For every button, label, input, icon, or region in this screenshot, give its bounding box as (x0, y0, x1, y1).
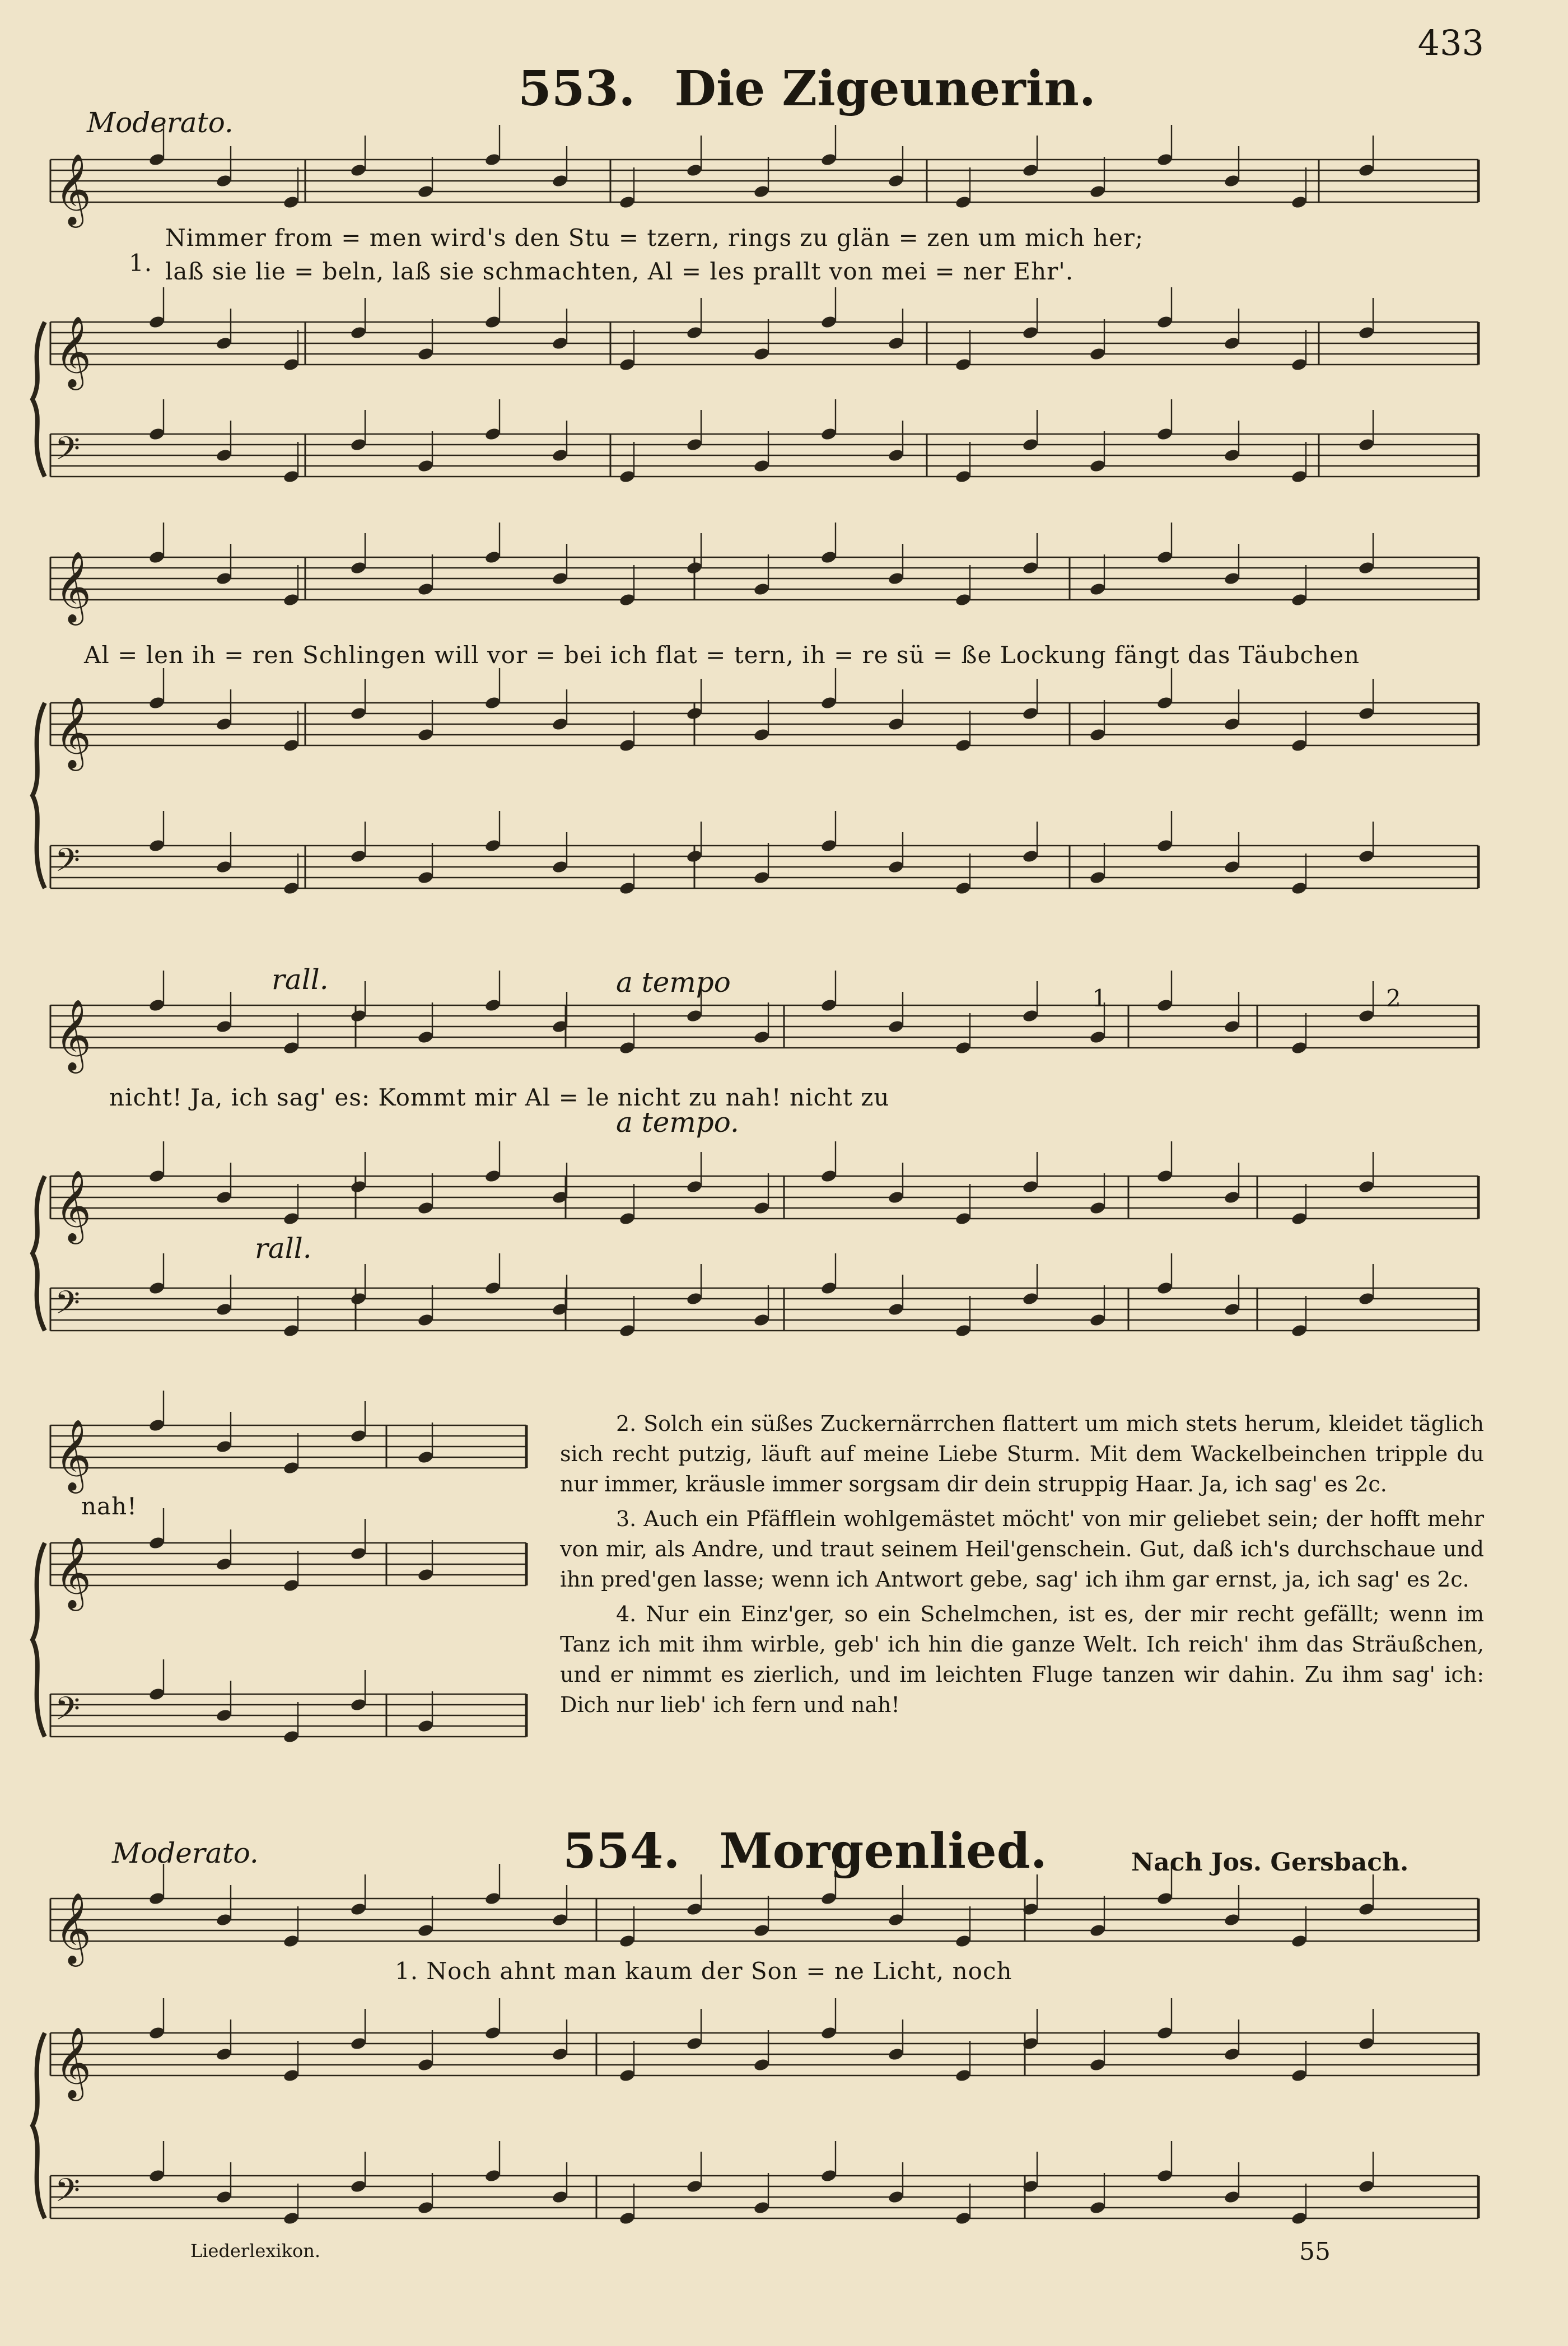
volta-2-voice: 2 (1386, 985, 1401, 1012)
note-head (619, 1934, 636, 1948)
note-head (484, 998, 502, 1013)
note-head (753, 347, 771, 361)
note-head (216, 1708, 233, 1723)
note-head (1358, 163, 1375, 178)
rall-marking: rall. (272, 963, 329, 996)
note-head (888, 1913, 905, 1927)
note-head (1291, 1211, 1308, 1226)
note-head (753, 1030, 771, 1044)
note-head (1156, 152, 1174, 167)
song-553-verse-number: 1. (129, 249, 153, 277)
note-head (1022, 706, 1039, 721)
note-head (820, 696, 838, 710)
bass-clef-icon: 𝄢 (55, 1284, 81, 1330)
note-head (1156, 550, 1174, 565)
note-head (417, 870, 435, 885)
note-head (1291, 593, 1308, 607)
note-head (216, 571, 233, 586)
note-head (1022, 1009, 1039, 1023)
note-head (686, 437, 703, 452)
treble-clef-icon: 𝄞 (55, 1892, 92, 1963)
note-head (552, 717, 569, 731)
song-554-tempo: Moderato. (112, 1837, 259, 1869)
brace-icon (32, 703, 45, 888)
note-head (283, 738, 300, 753)
note-head (350, 1697, 367, 1712)
note-head (1089, 2058, 1107, 2072)
note-head (686, 1902, 703, 1916)
note-head (1291, 1041, 1308, 1055)
note-head (686, 2179, 703, 2194)
note-head (283, 1211, 300, 1226)
note-head (888, 448, 905, 463)
note-head (283, 1934, 300, 1948)
note-head (888, 860, 905, 874)
note-head (484, 427, 502, 441)
note-head (1089, 1201, 1107, 1215)
note-head (1358, 1902, 1375, 1916)
note-head (686, 1291, 703, 1306)
note-head (1224, 336, 1241, 351)
note-head (1156, 1891, 1174, 1906)
song-553-lyric-2: Al = len ih = ren Schlingen will vor = bei ich flat = tern, ih = re sü = ße Lockung fängt das Täubchen (84, 641, 1360, 669)
note-head (888, 2047, 905, 2062)
note-head (619, 1211, 636, 1226)
song-553-lyric-3: nicht! Ja, ich sag' es: Kommt mir Al = le nicht zu nah! nicht zu (109, 1084, 890, 1111)
note-head (1358, 1179, 1375, 1194)
song-554-title (563, 1823, 1047, 1879)
note-head (484, 1169, 502, 1183)
rall-piano-marking: rall. (255, 1232, 312, 1265)
note-head (888, 717, 905, 731)
note-head (283, 1323, 300, 1338)
note-head (686, 849, 703, 864)
note-head (820, 1891, 838, 1906)
treble-clef-icon: 𝄞 (55, 153, 92, 225)
note-head (1089, 582, 1107, 596)
note-head (888, 336, 905, 351)
note-head (552, 174, 569, 188)
song-553-lyric-1a: Nimmer from = men wird's den Stu = tzern, rings zu glän = zen um mich her; (165, 224, 1144, 251)
note-head (552, 2190, 569, 2204)
note-head (1156, 2168, 1174, 2183)
note-head (1291, 881, 1308, 896)
composer-name: Jos. Gersbach. (1211, 1848, 1409, 1877)
song-553-lyric-1b: laß sie lie = beln, laß sie schmachten, Al = les prallt von mei = ner Ehr'. (165, 258, 1074, 285)
note-head (1291, 357, 1308, 372)
note-head (216, 1439, 233, 1454)
note-head (484, 550, 502, 565)
note-head (820, 1281, 838, 1295)
note-head (283, 1578, 300, 1593)
verse-3: 3. Auch ein Pfäfflein wohlgemästet möcht' von mir geliebet sein; der hofft mehr von mir, als Andre, und traut seinem Heil'genschein. Gut, daß ich's durchschaue und ihn pred'gen lasse; wenn ich Antwort gebe, sag' ich ihm gar ernst, ja, ich sag' es 2c. (560, 1507, 1484, 1592)
note-head (417, 2058, 435, 2072)
note-head (1156, 696, 1174, 710)
note-head (1156, 998, 1174, 1013)
note-head (888, 571, 905, 586)
note-head (686, 706, 703, 721)
note-head (350, 325, 367, 340)
song-554-composer (1131, 1848, 1408, 1877)
note-head (686, 325, 703, 340)
volta-1-voice: 1 (1092, 985, 1107, 1012)
note-head (1291, 195, 1308, 209)
note-head (955, 593, 972, 607)
note-head (484, 1281, 502, 1295)
note-head (350, 1546, 367, 1561)
note-head (686, 1009, 703, 1023)
note-head (350, 1902, 367, 1916)
note-head (686, 163, 703, 178)
note-head (1358, 1009, 1375, 1023)
note-head (1089, 459, 1107, 473)
note-head (888, 1190, 905, 1205)
note-head (753, 459, 771, 473)
bass-clef-icon: 𝄢 (55, 1690, 81, 1736)
note-head (148, 998, 166, 1013)
note-head (955, 738, 972, 753)
note-head (216, 717, 233, 731)
note-head (216, 1190, 233, 1205)
note-head (484, 2168, 502, 2183)
note-head (1089, 727, 1107, 742)
song-553-tempo: Moderato. (87, 106, 234, 139)
note-head (619, 1041, 636, 1055)
note-head (1358, 437, 1375, 452)
note-head (1022, 163, 1039, 178)
note-head (350, 706, 367, 721)
note-head (1022, 1291, 1039, 1306)
note-head (619, 2068, 636, 2083)
note-head (955, 469, 972, 484)
note-head (1156, 315, 1174, 329)
note-head (350, 163, 367, 178)
note-head (1089, 2200, 1107, 2215)
note-head (417, 1719, 435, 1733)
note-head (619, 469, 636, 484)
note-head (350, 437, 367, 452)
note-head (552, 860, 569, 874)
note-head (484, 1891, 502, 1906)
note-head (1291, 738, 1308, 753)
note-head (350, 561, 367, 575)
note-head (1358, 706, 1375, 721)
song-553-name: Die Zigeunerin. (674, 60, 1096, 117)
note-head (1022, 325, 1039, 340)
note-head (1291, 1934, 1308, 1948)
note-head (1224, 571, 1241, 586)
note-head (888, 1302, 905, 1317)
note-head (820, 315, 838, 329)
note-head (148, 152, 166, 167)
note-head (216, 448, 233, 463)
note-head (888, 1019, 905, 1034)
note-head (820, 427, 838, 441)
note-head (552, 2047, 569, 2062)
note-head (148, 1169, 166, 1183)
treble-clef-icon: 𝄞 (55, 1419, 92, 1490)
note-head (417, 1030, 435, 1044)
note-head (955, 881, 972, 896)
note-head (955, 2068, 972, 2083)
note-head (888, 2190, 905, 2204)
note-head (1358, 2179, 1375, 2194)
note-head (148, 1536, 166, 1550)
note-head (753, 184, 771, 199)
note-head (148, 1281, 166, 1295)
note-head (820, 152, 838, 167)
note-head (148, 1418, 166, 1433)
note-head (955, 2211, 972, 2226)
note-head (216, 860, 233, 874)
brace-icon (32, 322, 45, 477)
note-head (350, 849, 367, 864)
note-head (686, 561, 703, 575)
note-head (1089, 870, 1107, 885)
note-head (216, 336, 233, 351)
note-head (820, 1169, 838, 1183)
note-head (1224, 1019, 1241, 1034)
note-head (216, 1302, 233, 1317)
page-number: 433 (1417, 22, 1484, 63)
note-head (1089, 184, 1107, 199)
note-head (148, 550, 166, 565)
note-head (753, 1923, 771, 1938)
note-head (216, 174, 233, 188)
song-554-lyric-1: 1. Noch ahnt man kaum der Son = ne Licht, noch (395, 1957, 1012, 1985)
note-head (417, 1313, 435, 1327)
note-head (753, 2200, 771, 2215)
note-head (350, 1291, 367, 1306)
footer-right: 55 (1299, 2237, 1331, 2266)
note-head (1224, 448, 1241, 463)
note-head (148, 838, 166, 853)
note-head (417, 1201, 435, 1215)
note-head (283, 1461, 300, 1475)
note-head (283, 593, 300, 607)
footer-left: Liederlexikon. (190, 2240, 321, 2261)
note-head (1358, 849, 1375, 864)
note-head (955, 195, 972, 209)
note-head (753, 1201, 771, 1215)
treble-clef-icon: 𝄞 (55, 696, 92, 768)
note-head (148, 315, 166, 329)
note-head (955, 1041, 972, 1055)
note-head (350, 1429, 367, 1443)
note-head (1358, 2036, 1375, 2051)
note-head (417, 1923, 435, 1938)
note-head (619, 195, 636, 209)
treble-clef-icon: 𝄞 (55, 1536, 92, 1608)
note-head (484, 2026, 502, 2040)
note-head (753, 870, 771, 885)
note-head (484, 152, 502, 167)
note-head (350, 1179, 367, 1194)
note-head (753, 1313, 771, 1327)
note-head (619, 2211, 636, 2226)
note-head (619, 1323, 636, 1338)
note-head (283, 2068, 300, 2083)
note-head (820, 2168, 838, 2183)
note-head (1358, 561, 1375, 575)
note-head (1156, 838, 1174, 853)
note-head (283, 1041, 300, 1055)
brace-icon (32, 1176, 45, 1331)
treble-clef-icon: 𝄞 (55, 1169, 92, 1241)
note-head (955, 357, 972, 372)
note-head (955, 1211, 972, 1226)
note-head (619, 357, 636, 372)
note-head (148, 2168, 166, 2183)
note-head (552, 571, 569, 586)
note-head (820, 998, 838, 1013)
note-head (216, 2047, 233, 2062)
note-head (283, 469, 300, 484)
note-head (484, 838, 502, 853)
treble-clef-icon: 𝄞 (55, 2026, 92, 2098)
note-head (1224, 717, 1241, 731)
note-head (1224, 1190, 1241, 1205)
note-head (1022, 437, 1039, 452)
treble-clef-icon: 𝄞 (55, 315, 92, 387)
note-head (1156, 1169, 1174, 1183)
note-head (753, 582, 771, 596)
note-head (1291, 2068, 1308, 2083)
note-head (283, 195, 300, 209)
note-head (216, 1019, 233, 1034)
note-head (417, 2200, 435, 2215)
brace-icon (32, 1543, 45, 1737)
note-head (619, 881, 636, 896)
note-head (1022, 561, 1039, 575)
note-head (1156, 427, 1174, 441)
treble-clef-icon: 𝄞 (55, 551, 92, 622)
verse-2: 2. Solch ein süßes Zuckernärrchen flattert um mich stets herum, kleidet täglich sich recht putzig, läuft auf meine Liebe Sturm. Mit dem Wackelbeinchen tripple du nur immer, kräusle immer sorgsam dir dein struppig Haar. Ja, ich sag' es 2c. (560, 1411, 1484, 1496)
note-head (1224, 1302, 1241, 1317)
note-head (417, 459, 435, 473)
note-head (283, 357, 300, 372)
note-head (888, 174, 905, 188)
note-head (1089, 1923, 1107, 1938)
note-head (753, 727, 771, 742)
note-head (1224, 174, 1241, 188)
note-head (753, 2058, 771, 2072)
note-head (820, 838, 838, 853)
note-head (417, 347, 435, 361)
note-head (148, 1891, 166, 1906)
a-tempo-marking: a tempo (616, 966, 731, 999)
note-head (1224, 2190, 1241, 2204)
note-head (955, 1934, 972, 1948)
note-head (417, 1450, 435, 1464)
note-head (417, 1568, 435, 1582)
note-head (820, 550, 838, 565)
note-head (1358, 325, 1375, 340)
note-head (1291, 1323, 1308, 1338)
note-head (1022, 1179, 1039, 1194)
note-head (1224, 2047, 1241, 2062)
note-head (1358, 1291, 1375, 1306)
note-head (1224, 1913, 1241, 1927)
song-553-verses (560, 1408, 1484, 1724)
note-head (552, 336, 569, 351)
note-head (417, 582, 435, 596)
note-head (1089, 347, 1107, 361)
note-head (1291, 469, 1308, 484)
note-head (1089, 1030, 1107, 1044)
brace-icon (32, 2033, 45, 2218)
note-head (216, 1557, 233, 1571)
note-head (148, 696, 166, 710)
note-head (820, 2026, 838, 2040)
note-head (1156, 2026, 1174, 2040)
note-head (552, 448, 569, 463)
note-head (350, 2179, 367, 2194)
song-553-lyric-4: nah! (81, 1493, 138, 1520)
note-head (350, 1009, 367, 1023)
note-head (484, 696, 502, 710)
note-head (1224, 860, 1241, 874)
note-head (148, 1687, 166, 1701)
note-head (484, 315, 502, 329)
note-head (148, 427, 166, 441)
note-head (148, 2026, 166, 2040)
note-head (619, 738, 636, 753)
bass-clef-icon: 𝄢 (55, 430, 81, 475)
song-554-name: Morgenlied. (719, 1823, 1047, 1879)
note-head (1291, 2211, 1308, 2226)
note-head (1156, 1281, 1174, 1295)
note-head (216, 2190, 233, 2204)
note-head (417, 184, 435, 199)
note-head (283, 1729, 300, 1744)
note-head (552, 1913, 569, 1927)
verse-4: 4. Nur ein Einz'ger, so ein Schelmchen, ist es, der mir recht gefällt; wenn im Tanz ich mit ihm wirble, geb' ich hin die ganze Welt. Ich reich' ihm das Sträußchen, und er nimmt es zierlich, und im leichten Fluge tanzen wir dahin. Zu ihm sag' ich: Dich nur lieb' ich fern und nah! (560, 1602, 1484, 1717)
note-head (1089, 1313, 1107, 1327)
note-head (619, 593, 636, 607)
treble-clef-icon: 𝄞 (55, 999, 92, 1070)
note-head (216, 1913, 233, 1927)
note-head (955, 1323, 972, 1338)
note-head (686, 2036, 703, 2051)
note-head (350, 2036, 367, 2051)
song-553-number: 553. (518, 60, 636, 117)
note-head (417, 727, 435, 742)
note-head (283, 2211, 300, 2226)
composer-prefix: Nach (1131, 1848, 1203, 1877)
note-head (283, 881, 300, 896)
a-tempo-piano-marking: a tempo. (616, 1106, 739, 1139)
note-head (686, 1179, 703, 1194)
note-head (1022, 849, 1039, 864)
bass-clef-icon: 𝄢 (55, 841, 81, 887)
song-554-number: 554. (563, 1823, 680, 1879)
bass-clef-icon: 𝄢 (55, 2171, 81, 2217)
